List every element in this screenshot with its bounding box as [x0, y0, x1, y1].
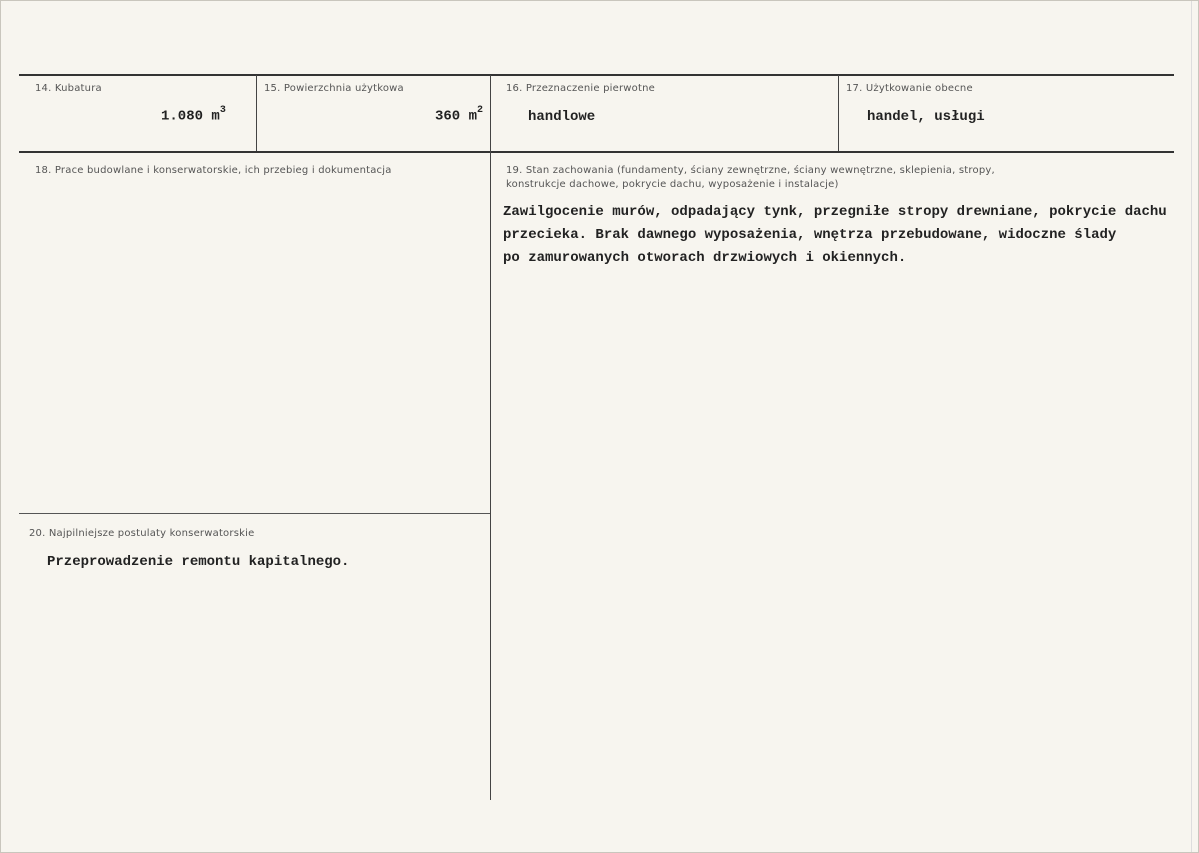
field-19-line-3: po zamurowanych otworach drzwiowych i okiennych. — [503, 250, 907, 266]
divider-16-17 — [838, 75, 839, 151]
field-20-label: 20. Najpilniejsze postulaty konserwatorskie — [29, 528, 255, 539]
field-19-label-line2: konstrukcje dachowe, pokrycie dachu, wyposażenie i instalacje) — [506, 179, 839, 190]
field-15-label: 15. Powierzchnia użytkowa — [264, 83, 404, 94]
field-14-label: 14. Kubatura — [35, 83, 102, 94]
field-15-exponent: 2 — [477, 105, 484, 116]
field-19-line-2: przecieka. Brak dawnego wyposażenia, wnętrza przebudowane, widoczne ślady — [503, 227, 1117, 243]
field-17-value: handel, usługi — [867, 109, 985, 125]
field-15-number: 360 m — [435, 108, 478, 125]
field-16-label: 16. Przeznaczenie pierwotne — [506, 83, 656, 94]
field-14-value — [161, 107, 226, 125]
field-14-exponent: 3 — [219, 105, 226, 116]
field-18-label: 18. Prace budowlane i konserwatorskie, ich przebieg i dokumentacja — [35, 165, 392, 176]
field-17-label: 17. Użytkowanie obecne — [846, 83, 973, 94]
field-15-value — [435, 107, 483, 125]
divider-14-15 — [256, 75, 257, 151]
middle-rule — [19, 151, 1174, 153]
field-14-number: 1.080 m — [161, 108, 220, 125]
card-edge — [1191, 1, 1192, 852]
divider-15-16 — [490, 75, 491, 800]
field-16-value: handlowe — [528, 109, 596, 125]
section-20-rule — [19, 513, 491, 514]
field-19-label-line1: 19. Stan zachowania (fundamenty, ściany zewnętrzne, ściany wewnętrzne, sklepienia, stropy, — [506, 165, 995, 176]
top-rule — [19, 74, 1174, 76]
field-19-text — [503, 201, 1167, 270]
field-19-line-1: Zawilgocenie murów, odpadający tynk, przegniłe stropy drewniane, pokrycie dachu — [503, 204, 1167, 220]
field-20-value: Przeprowadzenie remontu kapitalnego. — [47, 554, 350, 570]
